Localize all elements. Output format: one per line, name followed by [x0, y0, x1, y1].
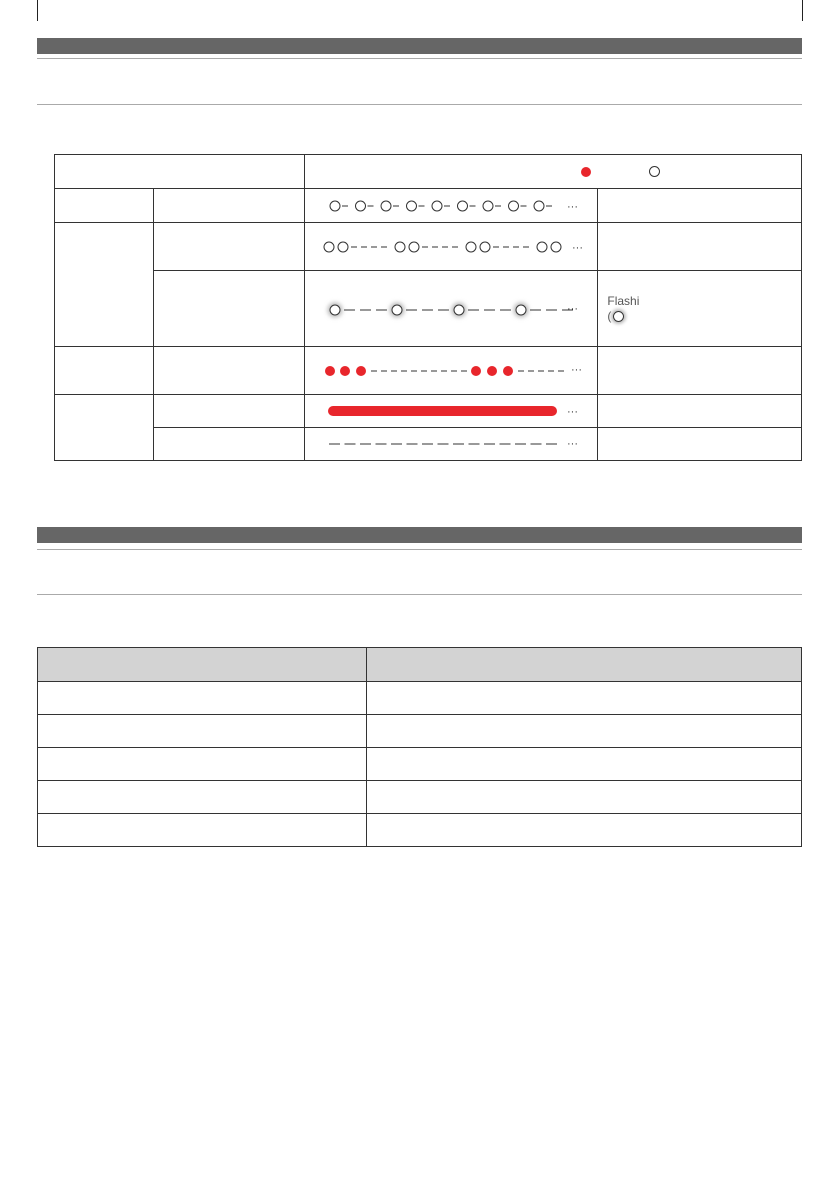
pattern-ellipsis: ···: [567, 303, 579, 315]
spec-cell: [366, 748, 801, 781]
spec-cell: [38, 748, 367, 781]
row5-note: [598, 395, 802, 428]
spec-cell: [38, 814, 367, 847]
white-led-circle: [516, 305, 526, 315]
red-led-dot: [471, 366, 481, 376]
row1-state: [153, 189, 305, 223]
pattern-ellipsis: ···: [567, 201, 579, 213]
white-led-circle: [551, 242, 561, 252]
row6-state: [153, 428, 305, 461]
spec-header-value: [366, 648, 801, 682]
pattern-red-triple-blink: [305, 347, 597, 394]
row6-note: [598, 428, 802, 461]
spec-header-item: [38, 648, 367, 682]
table-row: [38, 682, 802, 715]
red-led-dot: [356, 366, 366, 376]
section-header-bar-1: [37, 38, 802, 54]
crop-mark-right: [802, 0, 803, 21]
pattern-ellipsis: ···: [567, 438, 579, 450]
flashing-note: [598, 294, 801, 324]
white-led-circle: [483, 201, 493, 211]
pattern-off: [305, 428, 597, 460]
white-led-circle: [466, 242, 476, 252]
table-row: [38, 748, 802, 781]
row1-note: [598, 189, 802, 223]
spec-cell: [38, 715, 367, 748]
pattern-white-glow-slow-blink: [305, 271, 597, 346]
white-led-circle: [356, 201, 366, 211]
white-led-circle: [432, 201, 442, 211]
row5-state: [153, 395, 305, 428]
row2-state: [153, 223, 305, 271]
glowing-led-icon: [613, 311, 624, 322]
pattern-white-continuous-blink: [305, 189, 597, 222]
row4-state: [153, 347, 305, 395]
section-rule-top-1: [37, 58, 802, 59]
led-status-table: [54, 154, 802, 461]
white-led-circle: [338, 242, 348, 252]
red-solid-bar: [328, 406, 557, 416]
white-led-circle: [407, 201, 417, 211]
spec-cell: [366, 814, 801, 847]
header-cell-state: [55, 155, 305, 189]
row5-pattern: [305, 395, 598, 428]
pattern-white-double-blink: [305, 223, 597, 270]
white-led-circle: [381, 201, 391, 211]
row2-category: [55, 223, 154, 347]
white-led-circle: [392, 305, 402, 315]
white-led-circle: [395, 242, 405, 252]
white-led-icon: [649, 166, 660, 177]
pattern-red-solid: [305, 395, 597, 427]
row5-category: [55, 395, 154, 461]
white-led-circle: [330, 201, 340, 211]
white-led-circle: [537, 242, 547, 252]
red-led-dot: [325, 366, 335, 376]
red-led-icon: [581, 167, 591, 177]
row4-note: [598, 347, 802, 395]
flashing-note-paren: (: [607, 308, 612, 323]
white-led-circle: [454, 305, 464, 315]
spec-cell: [366, 715, 801, 748]
red-led-dot: [487, 366, 497, 376]
pattern-ellipsis: ···: [567, 406, 579, 418]
white-led-circle: [409, 242, 419, 252]
spec-table: [37, 647, 802, 847]
section-rule-bottom-1: [37, 104, 802, 105]
row3-pattern: [305, 271, 598, 347]
row1-pattern: [305, 189, 598, 223]
row1-category: [55, 189, 154, 223]
spec-cell: [38, 781, 367, 814]
flashing-note-text: Flashi: [607, 293, 640, 308]
white-led-circle: [534, 201, 544, 211]
row4-category: [55, 347, 154, 395]
section-rule-top-2: [37, 549, 802, 550]
spec-cell: [366, 781, 801, 814]
section-rule-bottom-2: [37, 594, 802, 595]
row2-pattern: [305, 223, 598, 271]
row2-note: [598, 223, 802, 271]
row4-pattern: [305, 347, 598, 395]
row3-state: [153, 271, 305, 347]
pattern-ellipsis: ···: [571, 364, 583, 376]
white-led-circle: [330, 305, 340, 315]
table-row: [38, 814, 802, 847]
white-led-circle: [509, 201, 519, 211]
white-led-circle: [324, 242, 334, 252]
row6-pattern: [305, 428, 598, 461]
row3-note: [598, 271, 802, 347]
table-row: [38, 781, 802, 814]
crop-mark-left: [37, 0, 38, 21]
section-header-bar-2: [37, 527, 802, 543]
table-row: [38, 715, 802, 748]
header-cell-led-legend: [305, 155, 802, 189]
spec-cell: [366, 682, 801, 715]
red-led-dot: [503, 366, 513, 376]
spec-cell: [38, 682, 367, 715]
white-led-circle: [458, 201, 468, 211]
pattern-ellipsis: ···: [572, 242, 584, 254]
white-led-circle: [480, 242, 490, 252]
red-led-dot: [340, 366, 350, 376]
